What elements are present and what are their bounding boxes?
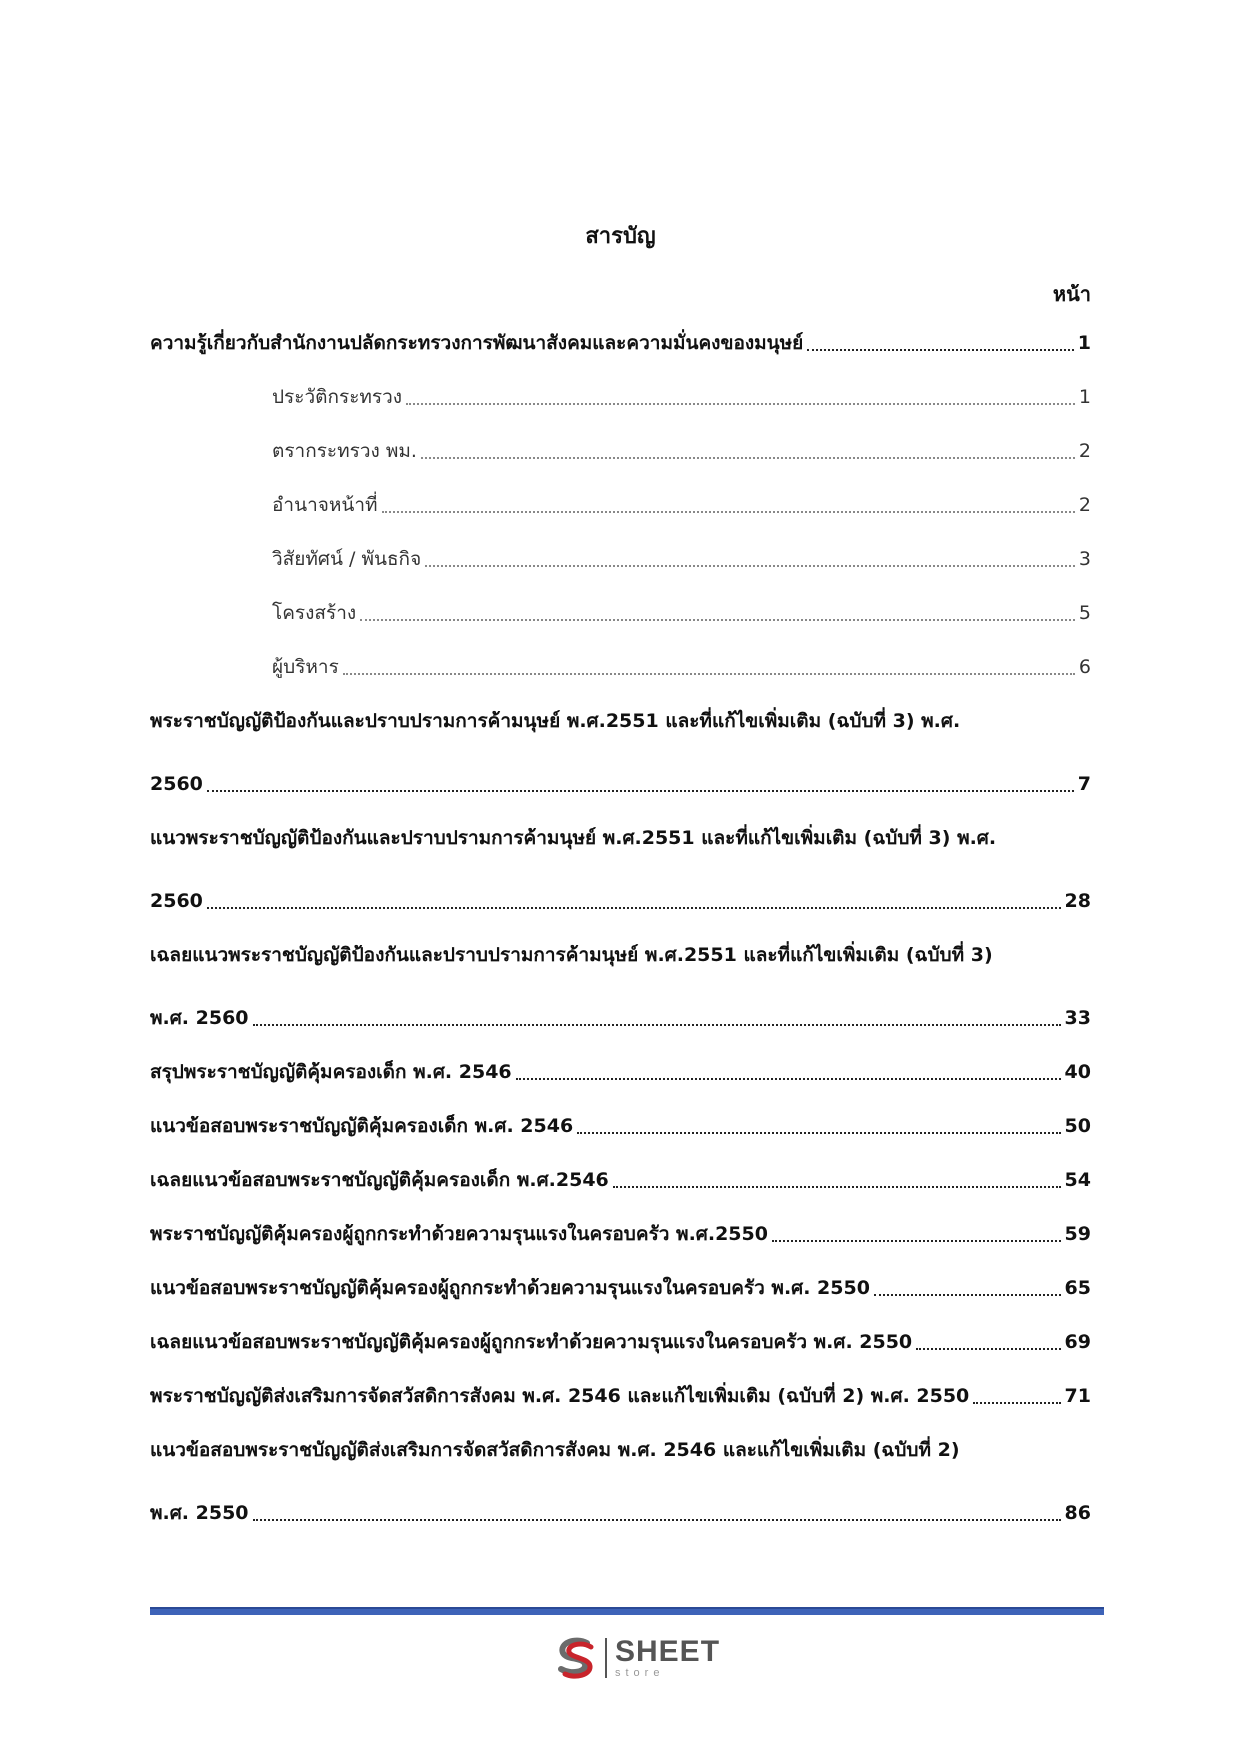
toc-main-entry (150, 706, 1091, 799)
toc-main-entry (150, 1165, 1091, 1195)
toc-page-number: 40 (1064, 1061, 1091, 1083)
toc-sub-entry (150, 436, 1091, 466)
toc-entry-title: พ.ศ. 2560 (150, 1007, 249, 1029)
logo-word: SHEET (615, 1635, 721, 1668)
toc-entry-title: อำนาจหน้าที่ (272, 494, 378, 516)
dot-leader (406, 402, 1075, 405)
dot-leader (253, 1518, 1061, 1521)
toc-entry-title: พระราชบัญญัติคุ้มครองผู้ถูกกระทำด้วยความรุนแรงในครอบครัว พ.ศ.2550 (150, 1223, 768, 1245)
toc-entry-title: แนวข้อสอบพระราชบัญญัติคุ้มครองเด็ก พ.ศ. 2546 (150, 1115, 574, 1137)
dot-leader (207, 789, 1074, 792)
toc-entry-title: พระราชบัญญัติส่งเสริมการจัดสวัสดิการสังคม พ.ศ. 2546 และแก้ไขเพิ่มเติม (ฉบับที่ 2) พ.ศ. 2550 (150, 1385, 970, 1407)
logo-separator (605, 1638, 607, 1678)
dot-leader (577, 1131, 1060, 1134)
sheet-store-logo-icon (553, 1635, 599, 1681)
toc-page-number: 5 (1078, 602, 1091, 624)
toc-main-entry (150, 328, 1091, 358)
toc-page-number: 33 (1064, 1007, 1091, 1029)
toc-main-entry (150, 1435, 1091, 1528)
dot-leader (613, 1185, 1061, 1188)
toc-sub-entry (150, 598, 1091, 628)
table-of-contents (150, 328, 1091, 1528)
toc-main-entry (150, 1111, 1091, 1141)
toc-entry-title: ตรากระทรวง พม. (272, 440, 417, 462)
toc-page-number: 54 (1064, 1169, 1091, 1191)
toc-page-number: 3 (1078, 548, 1091, 570)
toc-entry-title: ความรู้เกี่ยวกับสำนักงานปลัดกระทรวงการพัฒนาสังคมและความมั่นคงของมนุษย์ (150, 332, 804, 354)
toc-entry-title: แนวข้อสอบพระราชบัญญัติคุ้มครองผู้ถูกกระทำด้วยความรุนแรงในครอบครัว พ.ศ. 2550 (150, 1277, 870, 1299)
sheet-store-logo (553, 1632, 720, 1684)
dot-leader (343, 672, 1075, 675)
dot-leader (772, 1239, 1061, 1242)
dot-leader (207, 906, 1061, 909)
toc-page-number: 1 (1077, 332, 1091, 354)
dot-leader (253, 1023, 1061, 1026)
toc-page-number: 50 (1064, 1115, 1091, 1137)
toc-sub-entry (150, 490, 1091, 520)
toc-entry-title: 2560 (150, 890, 203, 912)
toc-main-entry (150, 1057, 1091, 1087)
toc-main-entry (150, 1219, 1091, 1249)
dot-leader (973, 1401, 1060, 1404)
toc-page-number: 86 (1064, 1502, 1091, 1524)
footer-rule (150, 1607, 1104, 1615)
logo-subword: store (615, 1667, 665, 1679)
toc-main-entry (150, 1273, 1091, 1303)
toc-main-entry (150, 823, 1091, 916)
toc-page-number: 7 (1077, 773, 1091, 795)
toc-sub-entry (150, 382, 1091, 412)
toc-entry-title: เฉลยแนวข้อสอบพระราชบัญญัติคุ้มครองเด็ก พ.ศ.2546 (150, 1169, 609, 1191)
toc-entry-title: ผู้บริหาร (272, 656, 339, 678)
toc-page-number: 6 (1078, 656, 1091, 678)
toc-page-number: 65 (1064, 1277, 1091, 1299)
toc-entry-title: วิสัยทัศน์ / พันธกิจ (272, 548, 422, 570)
dot-leader (360, 618, 1075, 621)
toc-entry-title: พระราชบัญญัติป้องกันและปราบปรามการค้ามนุษย์ พ.ศ.2551 และที่แก้ไขเพิ่มเติม (ฉบับที่ 3) พ.ศ. (150, 710, 961, 732)
toc-entry-title: แนวข้อสอบพระราชบัญญัติส่งเสริมการจัดสวัสดิการสังคม พ.ศ. 2546 และแก้ไขเพิ่มเติม (ฉบับที่ 2) (150, 1439, 960, 1461)
toc-sub-entry (150, 544, 1091, 574)
toc-page-number: 69 (1064, 1331, 1091, 1353)
toc-entry-title: สรุปพระราชบัญญัติคุ้มครองเด็ก พ.ศ. 2546 (150, 1061, 512, 1083)
toc-page-number: 71 (1064, 1385, 1091, 1407)
dot-leader (874, 1293, 1061, 1296)
dot-leader (382, 510, 1075, 513)
toc-main-entry (150, 1381, 1091, 1411)
toc-page-number: 1 (1078, 386, 1091, 408)
toc-main-entry (150, 940, 1091, 1033)
dot-leader (421, 456, 1075, 459)
toc-page-number: 28 (1064, 890, 1091, 912)
toc-entry-title: พ.ศ. 2550 (150, 1502, 249, 1524)
page-column-header: หน้า (1052, 282, 1091, 306)
toc-page-number: 2 (1078, 494, 1091, 516)
toc-entry-title: โครงสร้าง (272, 602, 357, 624)
toc-page-number: 59 (1064, 1223, 1091, 1245)
dot-leader (807, 348, 1073, 351)
toc-entry-title: 2560 (150, 773, 203, 795)
toc-entry-title: เฉลยแนวพระราชบัญญัติป้องกันและปราบปรามการค้ามนุษย์ พ.ศ.2551 และที่แก้ไขเพิ่มเติม (ฉบับที่ 3) (150, 944, 993, 966)
toc-entry-title: เฉลยแนวข้อสอบพระราชบัญญัติคุ้มครองผู้ถูกกระทำด้วยความรุนแรงในครอบครัว พ.ศ. 2550 (150, 1331, 913, 1353)
toc-page-number: 2 (1078, 440, 1091, 462)
toc-entry-title: แนวพระราชบัญญัติป้องกันและปราบปรามการค้ามนุษย์ พ.ศ.2551 และที่แก้ไขเพิ่มเติม (ฉบับที่ 3) พ.ศ. (150, 827, 997, 849)
dot-leader (425, 564, 1075, 567)
toc-entry-title: ประวัติกระทรวง (272, 386, 403, 408)
toc-sub-entry (150, 652, 1091, 682)
toc-main-entry (150, 1327, 1091, 1357)
page-title: สารบัญ (585, 224, 656, 249)
dot-leader (916, 1347, 1060, 1350)
dot-leader (516, 1077, 1061, 1080)
